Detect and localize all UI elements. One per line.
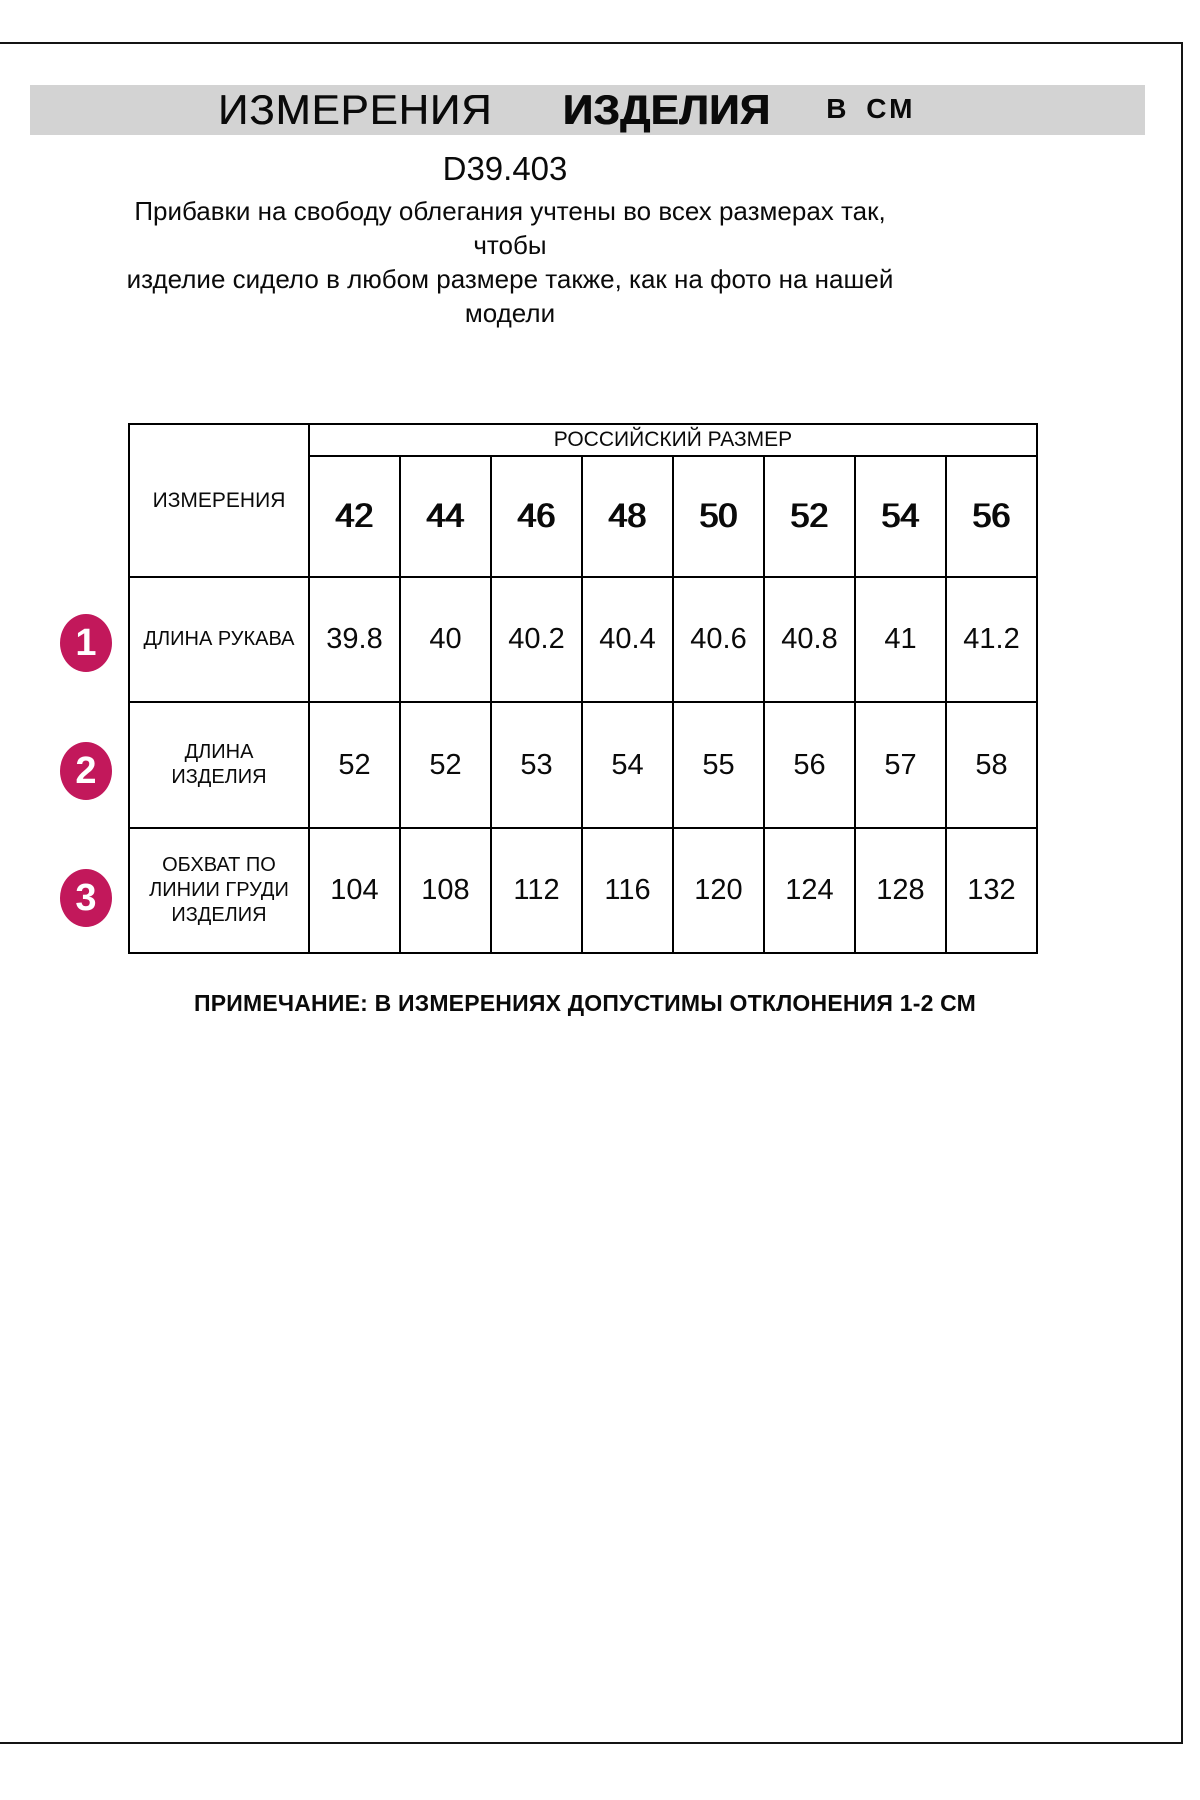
value-cell: 40.4 [582,577,673,702]
size-header: 52 [764,456,855,577]
value-cell: 40 [400,577,491,702]
table-row-item-length [129,702,1037,828]
size-header: 44 [400,456,491,577]
row-label-line: ДЛИНА [184,741,254,763]
russian-size-header: РОССИЙСКИЙ РАЗМЕР [309,424,1037,456]
size-table [128,423,1038,954]
title-units: В СМ [826,93,916,124]
title-product: ИЗДЕЛИЯ [562,86,771,133]
value-cell: 57 [855,702,946,828]
value-cell: 108 [400,828,491,953]
table-row-sleeve-length [129,577,1037,702]
row-label [129,828,309,953]
row-label-line: ОБХВАТ ПО [162,854,276,876]
title-banner [30,85,1145,135]
value-cell: 128 [855,828,946,953]
row-label-line: ЛИНИИ ГРУДИ [149,879,289,901]
table-row-chest-girth [129,828,1037,953]
fit-description-line: Прибавки на свободу облегания учтены во всех размерах так, чтобы [134,196,886,260]
size-header: 48 [582,456,673,577]
value-cell: 40.8 [764,577,855,702]
row-label [129,702,309,828]
row-number-badge-3: 3 [60,869,112,927]
value-cell: 39.8 [309,577,400,702]
value-cell: 112 [491,828,582,953]
value-cell: 40.6 [673,577,764,702]
fit-description-line: изделие сидело в любом размере также, как на фото на нашей [126,264,894,294]
size-header: 56 [946,456,1037,577]
size-header: 54 [855,456,946,577]
size-header: 50 [673,456,764,577]
size-header: 46 [491,456,582,577]
value-cell: 53 [491,702,582,828]
fit-description-line: модели [464,298,556,328]
value-cell: 52 [400,702,491,828]
tolerance-note: ПРИМЕЧАНИЕ: В ИЗМЕРЕНИЯХ ДОПУСТИМЫ ОТКЛОНЕНИЯ 1-2 СМ [193,990,977,1016]
value-cell: 41 [855,577,946,702]
value-cell: 58 [946,702,1037,828]
value-cell: 124 [764,828,855,953]
row-number-badge-2: 2 [60,742,112,800]
row-number-badge-1: 1 [60,614,112,672]
value-cell: 104 [309,828,400,953]
value-cell: 132 [946,828,1037,953]
value-cell: 116 [582,828,673,953]
value-cell: 120 [673,828,764,953]
value-cell: 55 [673,702,764,828]
measure-column-header: ИЗМЕРЕНИЯ [129,424,309,577]
title-measurements: ИЗМЕРЕНИЯ [218,86,493,133]
value-cell: 56 [764,702,855,828]
value-cell: 41.2 [946,577,1037,702]
row-label [129,577,309,702]
value-cell: 40.2 [491,577,582,702]
value-cell: 52 [309,702,400,828]
fit-description [108,194,912,330]
size-header: 42 [309,456,400,577]
row-label-line: ИЗДЕЛИЯ [171,904,267,926]
row-label-line: ИЗДЕЛИЯ [171,766,267,788]
product-code: D39.403 [442,150,568,187]
value-cell: 54 [582,702,673,828]
row-label-line: ДЛИНА РУКАВА [143,628,295,650]
